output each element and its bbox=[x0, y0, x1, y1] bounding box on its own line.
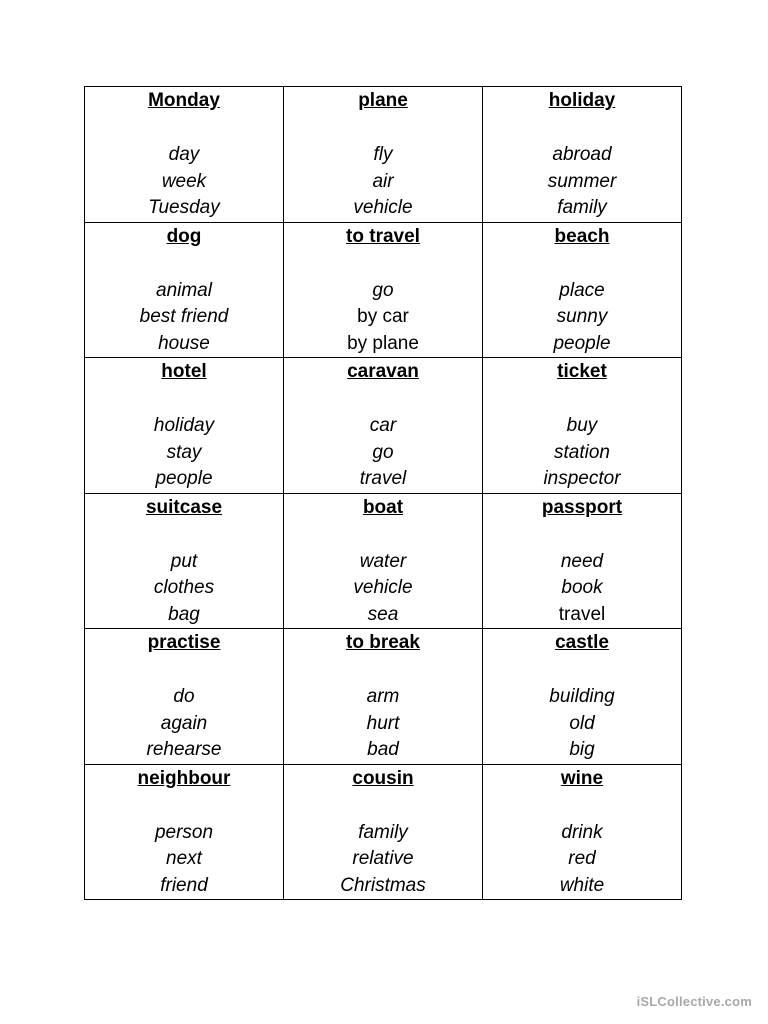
card-keyword: to travel bbox=[346, 225, 420, 247]
card-hint-list bbox=[483, 684, 681, 764]
card-hint-list bbox=[284, 820, 482, 900]
word-card bbox=[483, 764, 682, 900]
card-hint-word: sea bbox=[367, 603, 399, 625]
card-hint-word: big bbox=[569, 739, 595, 760]
card-hint-word: summer bbox=[547, 170, 617, 192]
word-card bbox=[483, 222, 682, 358]
card-hint-list bbox=[483, 820, 681, 900]
card-keyword: neighbour bbox=[137, 767, 231, 789]
card-hint-word: rehearse bbox=[146, 739, 222, 760]
card-hint-word: inspector bbox=[543, 468, 621, 489]
card-hint-word: white bbox=[559, 874, 605, 896]
card-hint-list bbox=[483, 549, 681, 629]
card-keyword: plane bbox=[358, 90, 408, 111]
card-hint-word: fly bbox=[373, 144, 393, 165]
card-hint-word: again bbox=[160, 712, 208, 734]
card-hint-word: drink bbox=[561, 821, 603, 843]
card-hint-word: bag bbox=[168, 603, 200, 625]
card-keyword: passport bbox=[541, 496, 623, 518]
card-keyword: wine bbox=[560, 767, 604, 789]
word-card-table-body bbox=[85, 87, 682, 900]
card-hint-word: by plane bbox=[347, 332, 419, 354]
card-hint-word: by car bbox=[357, 306, 409, 327]
card-keyword: cousin bbox=[352, 767, 414, 789]
word-card bbox=[85, 764, 284, 900]
card-hint-word: old bbox=[569, 712, 595, 734]
card-keyword: to break bbox=[346, 632, 420, 653]
card-hint-word: red bbox=[568, 848, 596, 869]
card-hint-word: people bbox=[553, 332, 611, 354]
card-keyword: dog bbox=[166, 225, 202, 247]
card-hint-word: best friend bbox=[139, 306, 229, 327]
card-hint-list bbox=[284, 278, 482, 358]
card-keyword: beach bbox=[554, 225, 610, 247]
card-hint-word: place bbox=[559, 279, 605, 301]
card-hint-word: vehicle bbox=[353, 197, 413, 218]
card-hint-list bbox=[483, 413, 681, 493]
word-card bbox=[284, 493, 483, 629]
card-hint-list bbox=[85, 820, 283, 900]
word-card bbox=[85, 358, 284, 494]
word-card-table bbox=[84, 86, 682, 900]
card-hint-word: arm bbox=[366, 686, 400, 707]
card-hint-word: family bbox=[557, 197, 607, 218]
card-hint-word: sunny bbox=[556, 306, 608, 327]
card-hint-word: relative bbox=[352, 848, 414, 869]
card-hint-word: clothes bbox=[153, 577, 215, 598]
word-card bbox=[483, 358, 682, 494]
card-hint-word: bad bbox=[367, 739, 399, 760]
card-keyword: castle bbox=[555, 632, 609, 653]
word-card bbox=[85, 222, 284, 358]
card-hint-list bbox=[483, 278, 681, 358]
card-hint-word: holiday bbox=[153, 415, 215, 436]
card-keyword: Monday bbox=[148, 90, 220, 111]
card-hint-word: air bbox=[372, 170, 394, 192]
card-hint-word: hurt bbox=[366, 712, 400, 734]
card-hint-word: travel bbox=[359, 468, 407, 489]
card-hint-word: person bbox=[154, 821, 214, 843]
card-hint-word: animal bbox=[156, 279, 212, 301]
card-hint-list bbox=[284, 142, 482, 222]
card-hint-word: go bbox=[372, 441, 394, 463]
card-hint-list bbox=[85, 413, 283, 493]
word-card bbox=[85, 87, 284, 223]
table-row bbox=[85, 493, 682, 629]
card-hint-word: vehicle bbox=[353, 577, 413, 598]
card-hint-list bbox=[483, 142, 681, 222]
card-keyword: practise bbox=[147, 632, 221, 653]
card-hint-word: building bbox=[549, 686, 615, 707]
card-keyword: holiday bbox=[548, 90, 616, 111]
card-hint-word: water bbox=[359, 550, 407, 572]
card-keyword: boat bbox=[362, 496, 404, 518]
card-hint-word: car bbox=[369, 415, 397, 436]
word-card bbox=[284, 629, 483, 765]
word-card bbox=[284, 358, 483, 494]
card-keyword: suitcase bbox=[145, 496, 223, 518]
card-hint-list bbox=[284, 549, 482, 629]
word-card bbox=[85, 493, 284, 629]
card-hint-word: do bbox=[173, 686, 195, 707]
card-keyword: caravan bbox=[347, 361, 419, 382]
word-card bbox=[483, 629, 682, 765]
word-card bbox=[85, 629, 284, 765]
card-hint-word: book bbox=[561, 577, 603, 598]
card-hint-word: station bbox=[554, 441, 610, 463]
card-hint-word: house bbox=[158, 332, 210, 354]
card-hint-word: week bbox=[161, 170, 207, 192]
card-hint-word: go bbox=[372, 279, 394, 301]
card-hint-word: next bbox=[166, 848, 202, 869]
card-hint-word: Christmas bbox=[340, 874, 426, 896]
card-keyword: ticket bbox=[557, 361, 607, 382]
card-hint-list bbox=[85, 684, 283, 764]
table-row bbox=[85, 87, 682, 223]
card-hint-word: abroad bbox=[552, 144, 612, 165]
card-hint-list bbox=[85, 549, 283, 629]
card-hint-word: day bbox=[168, 144, 200, 165]
word-card bbox=[483, 87, 682, 223]
card-hint-word: stay bbox=[166, 441, 202, 463]
word-card bbox=[483, 493, 682, 629]
card-hint-list bbox=[85, 278, 283, 358]
card-hint-word: family bbox=[358, 821, 408, 843]
card-hint-word: travel bbox=[558, 603, 606, 625]
table-row bbox=[85, 222, 682, 358]
table-row bbox=[85, 629, 682, 765]
card-hint-word: buy bbox=[566, 415, 598, 436]
card-keyword: hotel bbox=[161, 361, 207, 382]
card-hint-word: put bbox=[170, 550, 198, 572]
card-hint-list bbox=[85, 142, 283, 222]
word-card bbox=[284, 87, 483, 223]
card-hint-word: friend bbox=[160, 874, 208, 896]
card-hint-word: people bbox=[155, 468, 213, 489]
card-hint-word: need bbox=[560, 550, 604, 572]
card-hint-word: Tuesday bbox=[148, 197, 220, 218]
table-row bbox=[85, 358, 682, 494]
card-hint-list bbox=[284, 684, 482, 764]
table-row bbox=[85, 764, 682, 900]
word-card bbox=[284, 222, 483, 358]
card-hint-list bbox=[284, 413, 482, 493]
word-card bbox=[284, 764, 483, 900]
watermark: iSLCollective.com bbox=[636, 994, 752, 1009]
